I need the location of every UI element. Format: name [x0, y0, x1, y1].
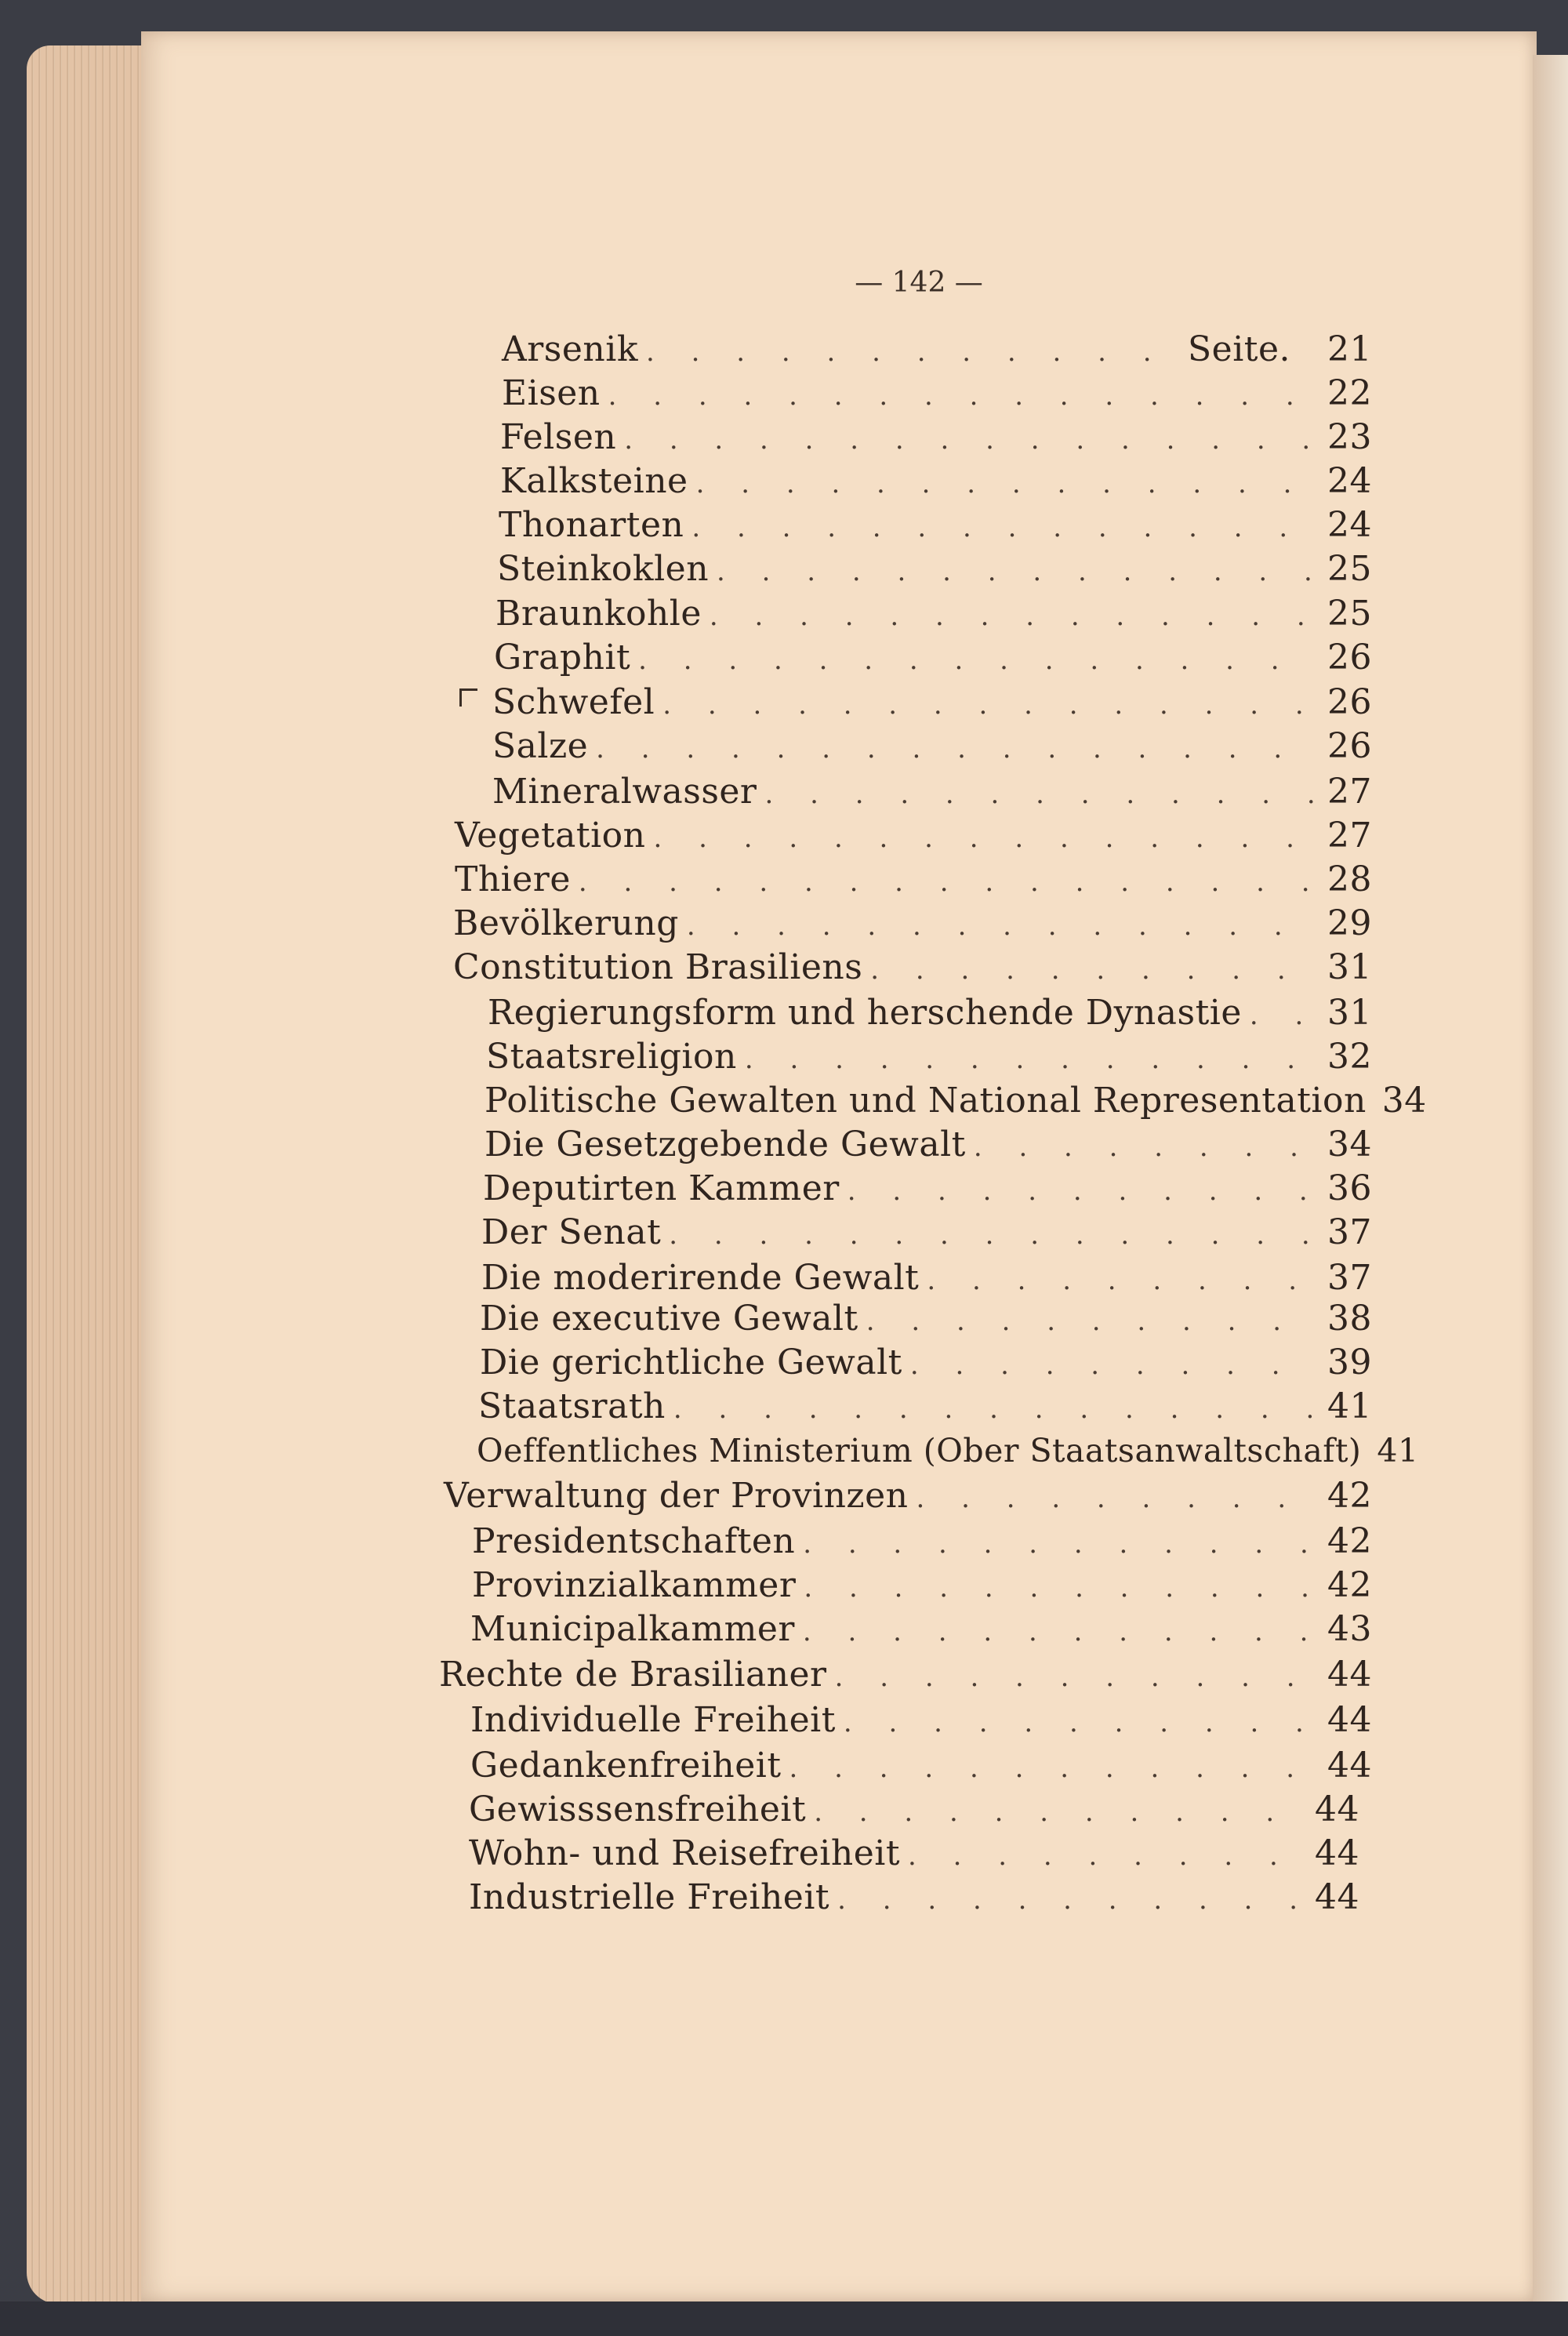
toc-entry-title: Arsenik: [502, 329, 638, 369]
toc-entry-title: Staatsreligion: [486, 1037, 737, 1077]
toc-entry-title: Der Senat: [481, 1212, 662, 1252]
bracket-mark: [459, 688, 477, 707]
toc-entry-page: 37: [1327, 1258, 1372, 1298]
leader-dots: [866, 1306, 1314, 1337]
toc-entry: [486, 1037, 1372, 1076]
toc-entry-title: Individuelle Freiheit: [470, 1700, 836, 1740]
toc-entry-title: Municipalkammer: [470, 1609, 795, 1649]
toc-entry-title: Gedankenfreiheit: [470, 1746, 782, 1786]
toc-entry-title: Presidentschaften: [472, 1521, 796, 1561]
toc-entry-page: 29: [1327, 903, 1372, 943]
toc-entry: [497, 549, 1372, 588]
leader-dots: [691, 512, 1314, 543]
toc-entry-title: Graphit: [494, 638, 631, 678]
leader-dots: [608, 380, 1314, 412]
leader-dots: [908, 1840, 1301, 1872]
leader-dots: [662, 689, 1314, 721]
toc-entry-title: Die executive Gewalt: [480, 1299, 858, 1339]
toc-entry-title: Schwefel: [492, 682, 655, 722]
toc-entry-page: 34: [1327, 1124, 1372, 1164]
toc-entry: [469, 1877, 1359, 1916]
toc-entry-title: Oeffentliches Ministerium (Ober Staatsanwaltschaft): [477, 1432, 1362, 1470]
toc-entry: [477, 1432, 1419, 1471]
leader-dots: [717, 556, 1314, 587]
toc-entry-page: 26: [1327, 726, 1372, 766]
leader-dots: [814, 1797, 1301, 1828]
toc-entry-page: 44: [1315, 1833, 1359, 1873]
toc-entry-title: Rechte de Brasilianer: [439, 1655, 827, 1695]
toc-entry-title: Gewisssensfreiheit: [469, 1789, 807, 1829]
toc-entry: [481, 1212, 1372, 1252]
toc-entry: [500, 417, 1372, 456]
toc-entry-title: Kalksteine: [500, 461, 688, 501]
toc-entry: [485, 1124, 1372, 1164]
toc-entry-title: Verwaltung der Provinzen: [444, 1476, 909, 1516]
toc-entry-page: 27: [1327, 816, 1372, 856]
toc-entry-title: Deputirten Kammer: [483, 1168, 840, 1208]
toc-entry-page: 24: [1327, 505, 1372, 545]
toc-entry: [455, 859, 1372, 899]
toc-entry: [472, 1521, 1372, 1560]
toc-entry-page: 22: [1327, 373, 1372, 413]
toc-entry: [483, 1168, 1372, 1208]
leader-dots: [837, 1884, 1301, 1916]
toc-entry-title: Die gerichtliche Gewalt: [480, 1342, 902, 1382]
toc-entry: [469, 1833, 1359, 1873]
toc-entry-title: Wohn- und Reisefreiheit: [469, 1833, 901, 1873]
toc-entry-title: Eisen: [502, 373, 601, 413]
toc-entry-title: Bevölkerung: [453, 903, 679, 943]
toc-entry-page: 44: [1315, 1789, 1359, 1829]
toc-entry: [485, 1081, 1427, 1121]
toc-entry-title: Thonarten: [499, 505, 684, 545]
toc-entry: [502, 329, 1372, 369]
toc-entry-page: 25: [1327, 594, 1372, 634]
toc-entry-page: 28: [1327, 859, 1372, 899]
toc-entry-title: Constitution Brasiliens: [453, 947, 863, 987]
book-page-edges: [27, 45, 160, 2304]
leader-dots: [646, 336, 1180, 368]
leader-dots: [687, 910, 1314, 942]
leader-dots: [910, 1350, 1314, 1381]
toc-entry: [499, 505, 1372, 544]
toc-entry-page: 44: [1327, 1746, 1372, 1786]
book-page: [141, 31, 1537, 2301]
toc-entry: [481, 1258, 1372, 1297]
leader-dots: [596, 733, 1314, 765]
toc-entry: [455, 816, 1372, 855]
toc-entry: [492, 682, 1372, 721]
leader-dots: [835, 1662, 1314, 1693]
toc-entry-title: Die Gesetzgebende Gewalt: [485, 1124, 966, 1164]
toc-entry-title: Steinkoklen: [497, 549, 710, 589]
toc-entry-title: Felsen: [500, 417, 617, 457]
toc-entry-page: 23: [1327, 417, 1372, 457]
leader-dots: [624, 424, 1314, 456]
toc-entry: [492, 772, 1372, 811]
leader-dots: [653, 823, 1314, 854]
scan-background: [0, 2301, 1568, 2336]
toc-entry-page: 37: [1327, 1212, 1372, 1252]
toc-entry-title: Braunkohle: [495, 594, 702, 634]
leader-dots: [764, 779, 1314, 810]
toc-entry: [500, 461, 1372, 500]
toc-entry: [492, 726, 1372, 765]
toc-entry-page: 34: [1381, 1081, 1427, 1121]
leader-dots: [870, 954, 1314, 986]
toc-entry-page: 27: [1327, 772, 1372, 812]
leader-dots: [710, 601, 1314, 632]
leader-dots: [803, 1616, 1314, 1648]
page-label: Seite.: [1188, 329, 1290, 369]
toc-entry-title: Regierungsform und herschende Dynastie: [488, 993, 1242, 1033]
toc-entry-page: 24: [1327, 461, 1372, 501]
toc-entry-page: 41: [1377, 1432, 1419, 1470]
toc-entry-page: 21: [1327, 329, 1372, 369]
toc-entry-title: Provinzialkammer: [472, 1565, 797, 1605]
toc-entry-title: Staatsrath: [478, 1386, 666, 1426]
leader-dots: [804, 1572, 1314, 1604]
toc-entry-page: 42: [1327, 1521, 1372, 1561]
toc-entry-page: 31: [1327, 947, 1372, 987]
leader-dots: [789, 1753, 1314, 1784]
leader-dots: [1250, 1000, 1314, 1031]
leader-dots: [848, 1175, 1314, 1207]
toc-entry-page: 44: [1327, 1655, 1372, 1695]
toc-entry-page: 32: [1327, 1037, 1372, 1077]
toc-entry: [480, 1342, 1372, 1382]
toc-entry-page: 26: [1327, 638, 1372, 678]
leader-dots: [916, 1483, 1314, 1514]
toc-entry-page: 42: [1327, 1565, 1372, 1605]
leader-dots: [927, 1265, 1314, 1296]
leader-dots: [745, 1044, 1314, 1075]
leader-dots: [974, 1132, 1314, 1163]
toc-entry: [478, 1386, 1372, 1426]
page-number: — 142 —: [855, 267, 983, 299]
toc-entry-title: Thiere: [455, 859, 571, 899]
toc-entry-title: Die moderirende Gewalt: [481, 1258, 920, 1298]
toc-entry-page: 44: [1315, 1877, 1359, 1917]
toc-entry: [472, 1565, 1372, 1604]
toc-entry-page: 44: [1327, 1700, 1372, 1740]
toc-entry: [480, 1299, 1372, 1338]
toc-entry-page: 43: [1327, 1609, 1372, 1649]
toc-entry: [470, 1609, 1372, 1648]
toc-entry: [453, 947, 1372, 986]
leader-dots: [638, 645, 1314, 676]
toc-entry-title: Mineralwasser: [492, 772, 757, 812]
toc-entry: [494, 638, 1372, 677]
leader-dots: [803, 1528, 1314, 1560]
toc-entry-page: 38: [1327, 1299, 1372, 1339]
toc-entry: [469, 1789, 1359, 1829]
toc-entry-title: Industrielle Freiheit: [469, 1877, 830, 1917]
toc-entry: [488, 993, 1372, 1032]
toc-entry-title: Politische Gewalten und National Representation: [485, 1081, 1367, 1121]
toc-entry: [453, 903, 1372, 943]
toc-entry: [495, 594, 1372, 633]
leader-dots: [696, 468, 1314, 500]
toc-entry-page: 25: [1327, 549, 1372, 589]
toc-entry-page: 42: [1327, 1476, 1372, 1516]
leader-dots: [673, 1393, 1314, 1425]
toc-entry-page: 31: [1327, 993, 1372, 1033]
toc-entry-page: 36: [1327, 1168, 1372, 1208]
toc-entry-page: 41: [1327, 1386, 1372, 1426]
leader-dots: [844, 1707, 1314, 1738]
toc-entry: [470, 1700, 1372, 1739]
toc-entry: [444, 1476, 1372, 1515]
toc-entry-title: Salze: [492, 726, 589, 766]
toc-entry: [502, 373, 1372, 412]
leader-dots: [669, 1219, 1314, 1251]
toc-entry: [470, 1746, 1372, 1785]
toc-entry-title: Vegetation: [455, 816, 646, 856]
toc-entry-page: 26: [1327, 682, 1372, 722]
page-right-edge: [1533, 55, 1568, 2305]
leader-dots: [579, 866, 1314, 898]
toc-entry-page: 39: [1327, 1342, 1372, 1382]
toc-entry: [439, 1655, 1372, 1694]
